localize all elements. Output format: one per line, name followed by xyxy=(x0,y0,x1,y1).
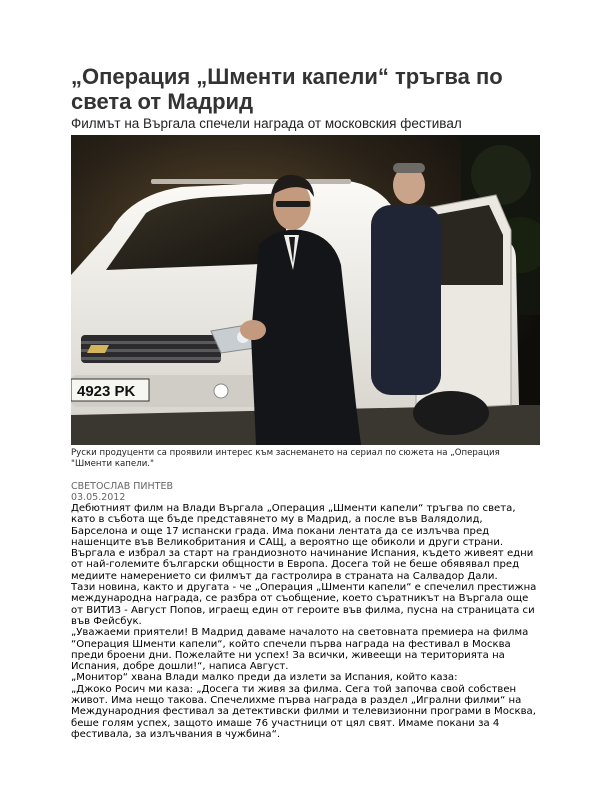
paragraph: „Монитор“ хвана Влади малко преди да излети за Испания, който каза: xyxy=(71,672,458,684)
photo-caption: Руски продуценти са проявили интерес към заснемането на сериал по сюжета на „Операция "Шменти капели." xyxy=(71,448,500,469)
paragraph: „Джоко Росич ми каза: „Досега ти живя за филма. Сега той започва свой собствен живот. Има нещо такова. Спечелихме първа награда в раздел „Игрални филми“ на Международния фестивал за детективски филми и телевизионни програми в Москва, беше голям успех, защото имаше 76 участници от цял свят. Имаме покани за 4 фестивала, за излъчвания в чужбина“. xyxy=(71,683,536,740)
paragraph: „Уважаеми приятели! В Мадрид даваме началото на световната премиера на филма “Операция Шменти капели“, който спечели първа награда на фестивал в Москва преди броени дни. Пожелайте ни успех! За всички, живеещи на територията на Испания, добре дошли!“, написа Август. xyxy=(71,627,529,673)
headline: „Операция „Шменти капели“ тръгва по света от Мадрид xyxy=(71,64,503,114)
subtitle: Филмът на Въргала спечели награда от московския фестивал xyxy=(71,116,462,131)
article xyxy=(71,64,541,740)
author: СВЕТОСЛАВ ПИНТЕВ xyxy=(71,481,173,492)
paragraph: Тази новина, както и другата - че „Операция „Шменти капели“ е спечелил престижна международна награда, се разбра от съобщение, което съратникът на Въргала още от ВИТИЗ - Август Попов, играещ един от героите във филма, пусна на страницата си във Фейсбук. xyxy=(71,582,537,627)
license-plate: 4923 PK xyxy=(77,383,136,400)
paragraph: Въргала е избрал за старт на грандиозното начинание Испания, където живеят едни от най-големите български общности в Европа. Досега той не беше обявявал пред медиите намерението си филмът да гастролира в страната на Салвадор Дали. xyxy=(71,548,534,582)
publish-date: 03.05.2012 xyxy=(71,492,126,503)
paragraph: Дебютният филм на Влади Въргала „Операция „Шменти капели“ тръгва по света, като в събота ще бъде представянето му в Мадрид, а после във Валядолид, Барселона и още 17 испански града. Има покани лентата да се излъчва пред нашенците във Великобритания и САЩ, а вероятно ще обиколи и други страни. xyxy=(71,503,516,548)
article-photo xyxy=(71,135,540,445)
article-body xyxy=(71,503,541,740)
